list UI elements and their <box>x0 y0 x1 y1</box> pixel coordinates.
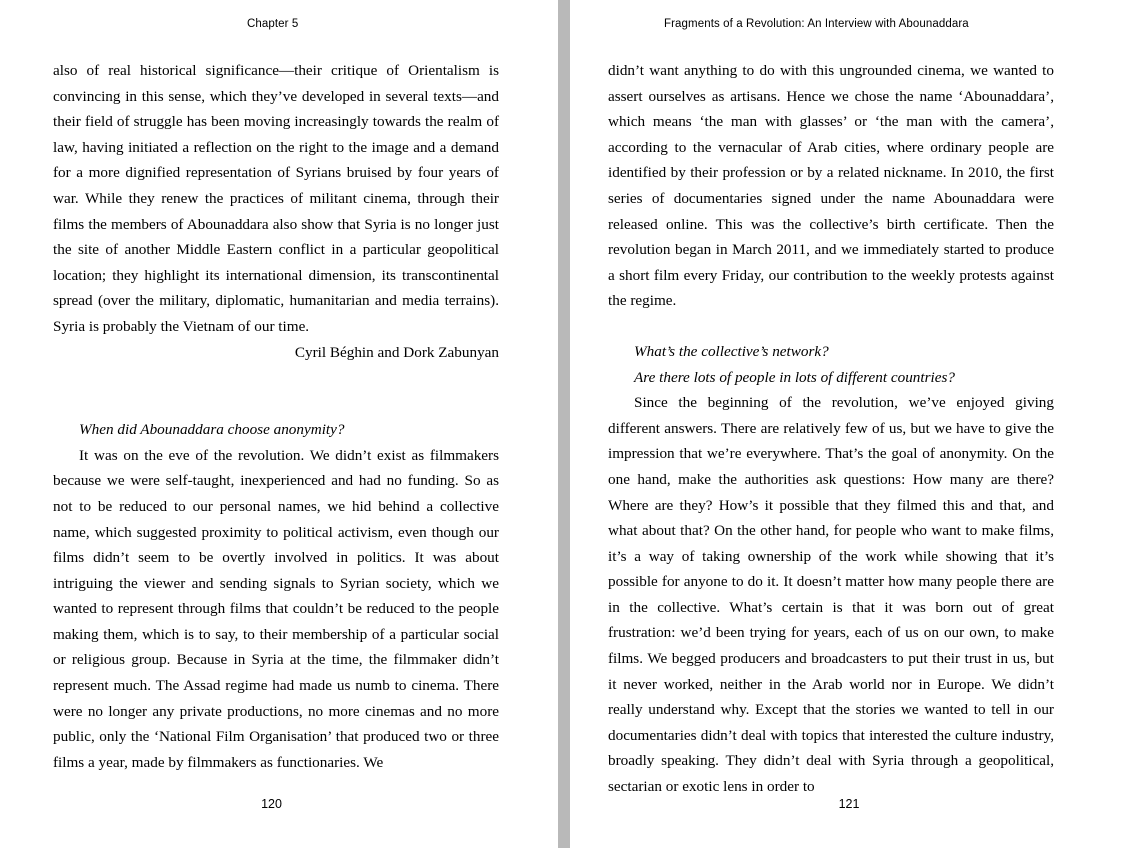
body-column-left <box>53 58 499 775</box>
paragraph: also of real historical significance—their critique of Orientalism is convincing in this sense, which they’ve developed in several texts—and their field of struggle has been moving increasingly towards the realm of law, having initiated a reflection on the right to the image and a demand for a more dignified representation of Syrians bruised by four years of war. While they renew the practices of militant cinema, through their films the members of Abounaddara also show that Syria is no longer just the site of another Middle Eastern conflict in a particular geopolitical location; they highlight its international dimension, its transcontinental spread (over the military, diplomatic, humanitarian and media terrains). Syria is probably the Vietnam of our time. <box>53 62 499 335</box>
interview-question: Are there lots of people in lots of different countries? <box>634 368 955 386</box>
page-right <box>570 0 1128 848</box>
running-head-left: Chapter 5 <box>247 18 299 30</box>
page-number-left: 120 <box>261 797 282 811</box>
section-gap <box>608 314 1054 339</box>
paragraph: It was on the eve of the revolution. We didn’t exist as filmmakers because we were self-taught, inexperienced and had no funding. So as not to be reduced to our personal names, we hid behind a collective name, which suggested proximity to political activism, even though our films didn’t seem to be overtly involved in politics. It was about intriguing the viewer and sending signals to Syrian society, which we wanted to represent through films that couldn’t be reduced to the people making them, which is to say, to their membership of a particular social or religious group. Because in Syria at the time, the filmmaker didn’t represent much. The Assad regime had made us numb to cinema. There were no longer any private productions, no more cinemas and no more public, only the ‘National Film Organisation’ that produced two or three films a year, made by filmmakers as functionaries. We <box>53 446 499 771</box>
section-gap <box>53 365 499 417</box>
spread-gutter <box>558 0 570 848</box>
page-left <box>0 0 558 848</box>
running-head-right: Fragments of a Revolution: An Interview with Abounaddara <box>664 18 969 30</box>
attribution-signature: Cyril Béghin and Dork Zabunyan <box>294 343 499 361</box>
body-column-right <box>608 58 1054 800</box>
paragraph: didn’t want anything to do with this ungrounded cinema, we wanted to assert ourselves as artisans. Hence we chose the name ‘Abounaddara’, which means ‘the man with glasses’ or ‘the man with the camera’, according to the vernacular of Arab cities, where ordinary people are identified by their profession or by a related nickname. In 2010, the first series of documentaries signed under the name Abounaddara were released online. This was the collective’s birth certificate. Then the revolution began in March 2011, and we immediately started to produce a short film every Friday, our contribution to the weekly protests against the regime. <box>608 62 1054 310</box>
paragraph: Since the beginning of the revolution, we’ve enjoyed giving different answers. There are relatively few of us, but we have to give the impression that we’re everywhere. That’s the goal of anonymity. On the one hand, make the authorities ask questions: How many are there? Where are they? How’s it possible that they filmed this and that, and what about that? On the other hand, for people who want to make films, it’s a way of taking ownership of the work while showing that it’s possible for anyone to do it. It doesn’t matter how many people there are in the collective. What’s certain is that it was born out of great frustration: we’d been trying for years, each of us on our own, to make films. We begged producers and broadcasters to put their trust in us, but it never worked, neither in the Arab world nor in Europe. We didn’t really understand why. Except that the stories we wanted to tell in our documentaries didn’t deal with topics that interested the culture industry, broadly speaking. They didn’t deal with Syria through a geopolitical, sectarian or exotic lens in order to <box>608 394 1054 796</box>
interview-question: What’s the collective’s network? <box>634 342 829 360</box>
interview-question: When did Abounaddara choose anonymity? <box>79 421 345 439</box>
page-number-right: 121 <box>838 797 860 811</box>
